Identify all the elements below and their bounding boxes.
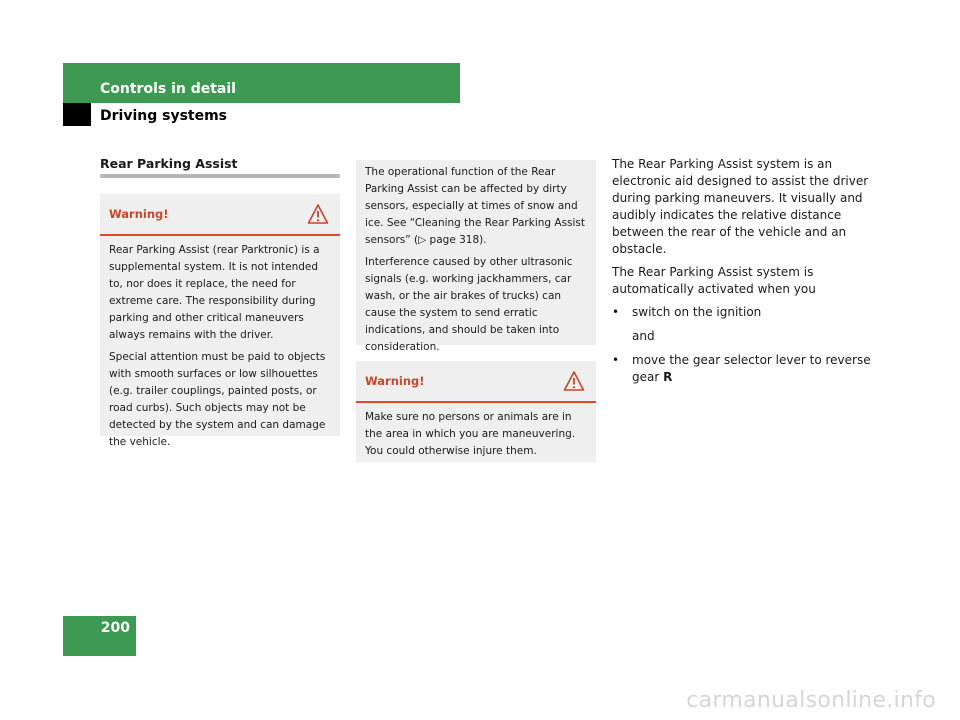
warning-header: [100, 194, 340, 236]
list-item: [612, 352, 874, 386]
list-item-text: move the gear selector lever to reverse gear: [632, 353, 871, 384]
page-number: 200: [100, 620, 130, 636]
warning-body: [356, 403, 596, 466]
warning-label: Warning!: [365, 374, 425, 388]
warning-triangle-icon: [307, 203, 329, 225]
info-paragraph: Interference caused by other ultrasonic signals (e.g. working jackhammers, car wash, or the air brakes of trucks) can cause the system to send erratic indications, and should be taken into consideration.: [365, 256, 573, 353]
bullet-icon: •: [612, 353, 620, 367]
watermark: carmanualsonline.info: [686, 688, 936, 713]
warning-box-parktronic: [100, 194, 340, 448]
chapter-title: Controls in detail: [100, 81, 236, 97]
bullet-icon: •: [612, 305, 620, 319]
warning-label: Warning!: [109, 207, 169, 221]
list-item-text: switch on the ignition: [632, 305, 762, 319]
gear-letter: R: [663, 370, 673, 384]
section-heading: Rear Parking Assist: [100, 156, 238, 171]
warning-body: [100, 236, 340, 457]
list-item: [612, 304, 874, 321]
section-divider: [100, 174, 340, 178]
activation-paragraph: The Rear Parking Assist system is automatically activated when you: [612, 265, 816, 296]
conjunction-text: and: [632, 329, 655, 343]
warning-paragraph: Rear Parking Assist (rear Parktronic) is a supplemental system. It is not intended to, nor does it replace, the need for extreme care. The responsibility during parking and other critical maneuvers always remains with the driver.: [109, 244, 320, 341]
info-box-sensor-notes: [356, 160, 596, 353]
warning-box-persons: [356, 361, 596, 462]
warning-paragraph: Special attention must be paid to objects with smooth surfaces or low silhouettes (e.g. trailer couplings, painted posts, or road curbs). Such objects may not be detected by the system and can damage the vehicle.: [109, 351, 326, 448]
section-marker-tab: [63, 103, 91, 126]
warning-paragraph: Make sure no persons or animals are in the area in which you are maneuvering. You could otherwise injure them.: [365, 411, 576, 457]
warning-triangle-icon: [563, 370, 585, 392]
intro-paragraph: The Rear Parking Assist system is an electronic aid designed to assist the driver during parking maneuvers. It visually and audibly indicates the relative distance between the rear of the vehicle and an obstacle.: [612, 157, 869, 256]
section-subtitle: Driving systems: [100, 108, 228, 124]
info-paragraph: The operational function of the Rear Parking Assist can be affected by dirty sensors, especially at times of snow and ice. See “Cleaning the Rear Parking Assist sensors” (▷ page 318).: [365, 166, 586, 246]
warning-header: [356, 361, 596, 403]
body-text-column: [612, 156, 874, 393]
